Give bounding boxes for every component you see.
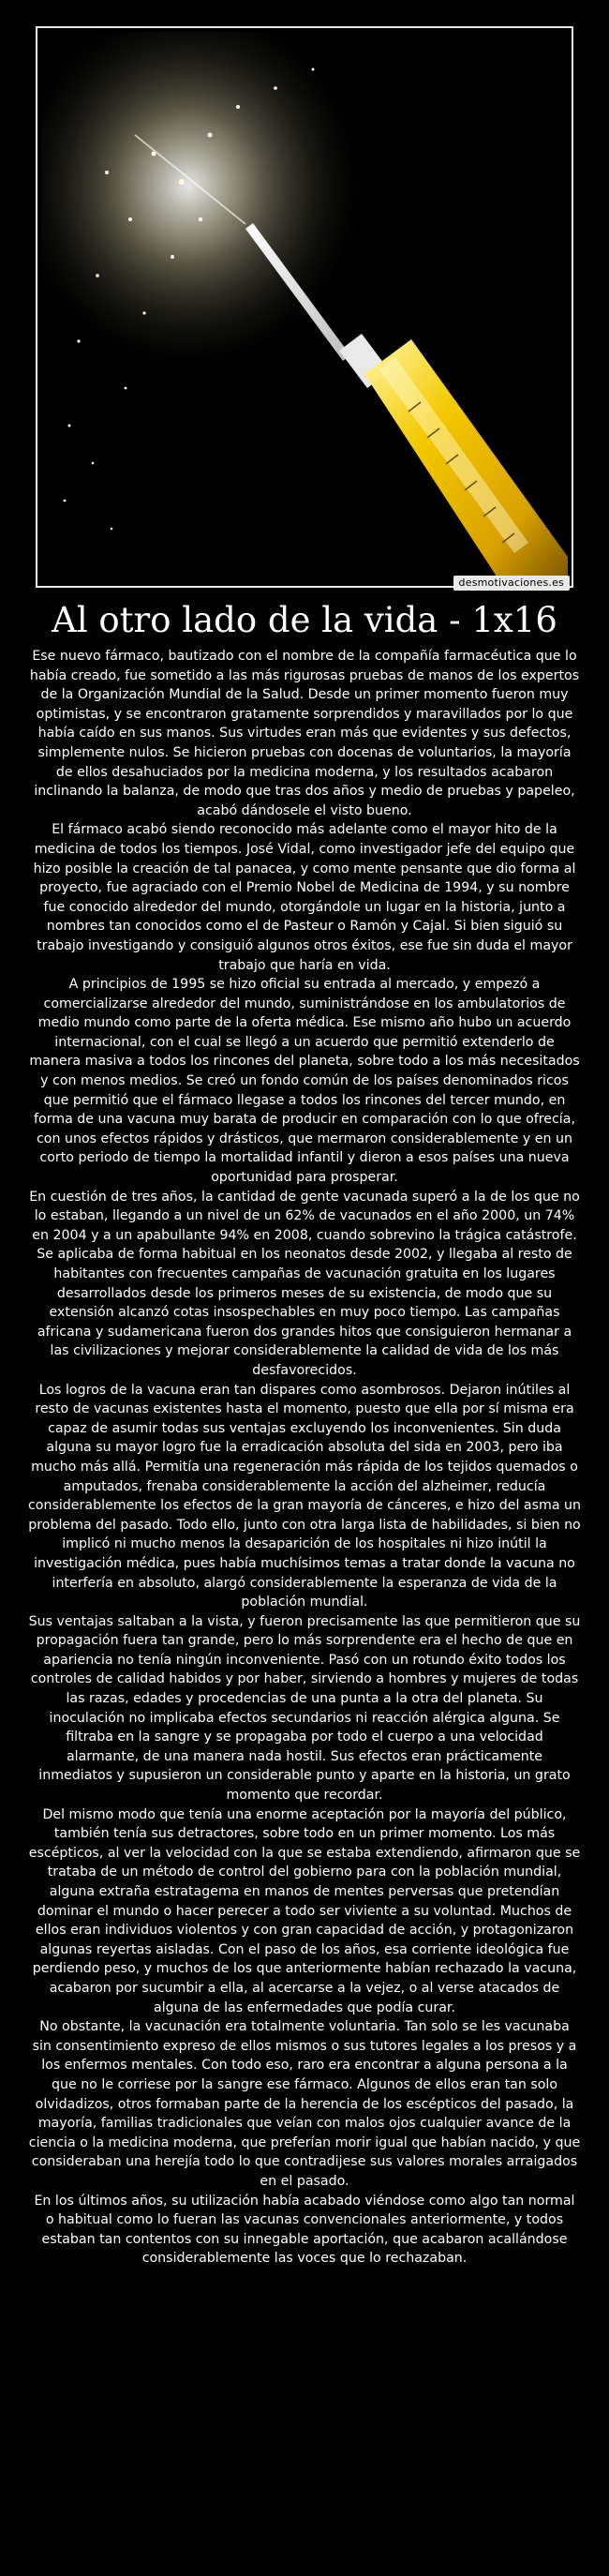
story-paragraph: Ese nuevo fármaco, bautizado con el nombre de la compañía farmacéutica que lo había creado, fue sometido a las más rigurosas pruebas de manos de los expertos de la Organización Mundial de la Salud. Desde un primer momento fueron muy optimistas, y se encontraron gratamente sorprendidos y maravillados por lo que había caído en sus manos. Sus virtudes eran más que evidentes y sus defectos, simplemente nulos. Se hicieron pruebas con docenas de voluntarios, la mayoría de ellos desahuciados por la medicina moderna, y los resultados acabaron inclinando la balanza, de modo que tras dos años y medio de pruebas y papeleo, acabó dándosele el visto bueno. bbox=[29, 649, 580, 818]
story-paragraph: No obstante, la vacunación era totalmente voluntaria. Tan solo se les vacunaba sin consentimiento expreso de ellos mismos o sus tutores legales a los presos y a los enfermos mentales. Con todo eso, raro era encontrar a alguna persona a la que no le corriese por la sangre ese fármaco. Algunos de ellos eran tan solo olvidadizos, otros formaban parte de la herencia de los escépticos del pasado, la mayoría, familias tradicionales que veían con malos ojos cualquier avance de la ciencia o la medicina moderna, que preferían morir igual que habían nacido, y que consideraban una herejía todo lo que contradijese sus valores morales arraigados en el pasado. bbox=[28, 2019, 581, 2189]
poster-title: Al otro lado de la vida - 1x16 bbox=[52, 600, 557, 640]
story-paragraph: Del mismo modo que tenía una enorme aceptación por la mayoría del público, también tenía sus detractores, sobre todo en un primer momento. Los más escépticos, al ver la velocidad con la que se estaba extendiendo, afirmaron que se trataba de un método de control del gobierno para con la población mundial, alguna extraña estratagema en manos de mentes perversas que pretendían dominar el mundo o hacer perecer a todo ser viviente a su voluntad. Muchos de ellos eran individuos violentos y con gran capacidad de acción, y protagonizaron algunas reyertas aisladas. Con el paso de los años, esa corriente ideológica fue perdiendo peso, y muchos de los que anteriormente habían rechazado la vacuna, acabaron por sucumbir a ella, al acercarse a la vejez, o al verse atacados de alguna de las enfermedades que podía curar. bbox=[28, 1806, 581, 2015]
story-paragraph: A principios de 1995 se hizo oficial su entrada al mercado, y empezó a comercializarse alrededor del mundo, suministrándose en los ambulatorios de medio mundo como parte de la oferta médica. Ese mismo año hubo un acuerdo internacional, con el cual se llegó a un acuerdo que permitió extenderlo de manera masiva a todos los rincones del planeta, sobre todo a los más necesitados y con menos medios. Se creó un fondo común de los países denominados ricos que permitió que el fármaco llegase a todos los rincones del tercer mundo, en forma de una vacuna muy barata de producir en comparación con lo que ofrecía, con unos efectos rápidos y drásticos, que mermaron considerablemente y en un corto periodo de tiempo la mortalidad infantil y dieron a esos países una nueva oportunidad para prosperar. bbox=[29, 977, 580, 1186]
story-paragraph: Sus ventajas saltaban a la vista, y fueron precisamente las que permitieron que su propagación fuera tan grande, pero lo más sorprendente era el hecho de que en apariencia no tenía ningún inconveniente. Pasó con un rotundo éxito todos los controles de calidad habidos y por haber, sirviendo a hombres y mujeres de todas las razas, edades y procedencias de una punta a la otra del planeta. Su inoculación no implicaba efectos secundarios ni reacción alérgica alguna. Se filtraba en la sangre y se propagaba por todo el cuerpo a una velocidad alarmante, de una manera nada hostil. Sus efectos eran prácticamente inmediatos y supusieron un considerable punto y aparte en la historia, un grato momento que recordar. bbox=[28, 1613, 581, 1804]
story-paragraph: Los logros de la vacuna eran tan dispares como asombrosos. Dejaron inútiles al resto de vacunas existentes hasta el momento, puesto que ella por sí misma era capaz de asumir todas sus ventajas excluyendo los inconvenientes. Sin duda alguna su mayor logro fue la erradicación absoluta del sida en 2003, pero iba mucho más allá. Permitía una regeneración más rápida de los tejidos quemados o amputados, frenaba considerablemente la acción del alzheimer, reducía considerablemente los efectos de la gran mayoría de cánceres, e hizo del asma un problema del pasado. Todo ello, junto con otra larga lista de habilidades, si bien no implicó ni mucho menos la desaparición de los hospitales ni hizo inútil la investigación médica, pues había muchísimos temas a tratar donde la vacuna no interfería en absoluto, alargó considerablemente la esperanza de vida de la población mundial. bbox=[28, 1382, 582, 1610]
syringe-image bbox=[41, 32, 568, 582]
site-watermark: desmotivaciones.es bbox=[453, 576, 570, 591]
story-paragraph: En los últimos años, su utilización había acabado viéndose como algo tan normal o habitual como lo fueran las vacunas convencionales anteriormente, y todos estaban tan contentos con su innegable aportación, que acabaron acallándose considerablemente las voces que lo rechazaban. bbox=[34, 2193, 575, 2267]
syringe-illustration bbox=[41, 32, 568, 582]
image-frame bbox=[36, 26, 573, 588]
story-paragraph: En cuestión de tres años, la cantidad de gente vacunada superó a la de los que no lo estaban, llegando a un nivel de un 62% de vacunados en el año 2000, un 74% en 2004 y a un apabullante 94% en 2008, cuando sobrevino la trágica catástrofe. Se aplicaba de forma habitual en los neonatos desde 2002, y llegaba al resto de habitantes con frecuentes campañas de vacunación gratuita en los lugares desarrollados desde los primeros meses de su existencia, de modo que su extensión alcanzó cotas insospechables en muy poco tiempo. Las campañas africana y sudamericana fueron dos grandes hitos que consiguieron hermanar a las civilizaciones y mejorar considerablemente la calidad de vida de los más desfavorecidos. bbox=[29, 1189, 580, 1378]
story-text bbox=[28, 647, 581, 2269]
story-paragraph: El fármaco acabó siendo reconocido más adelante como el mayor hito de la medicina de todos los tiempos. José Vidal, como investigador jefe del equipo que hizo posible la creación de tal panacea, y como mente pensante que dio forma al proyecto, fue agraciado con el Premio Nobel de Medicina de 1994, y su nombre fue conocido alrededor del mundo, otorgándole un lugar en la historia, junto a nombres tan conocidos como el de Pasteur o Ramón y Cajal. Si bien siguió su trabajo investigando y consiguió algunos otros éxitos, ese fue sin duda el mayor trabajo que haría en vida. bbox=[33, 822, 576, 973]
